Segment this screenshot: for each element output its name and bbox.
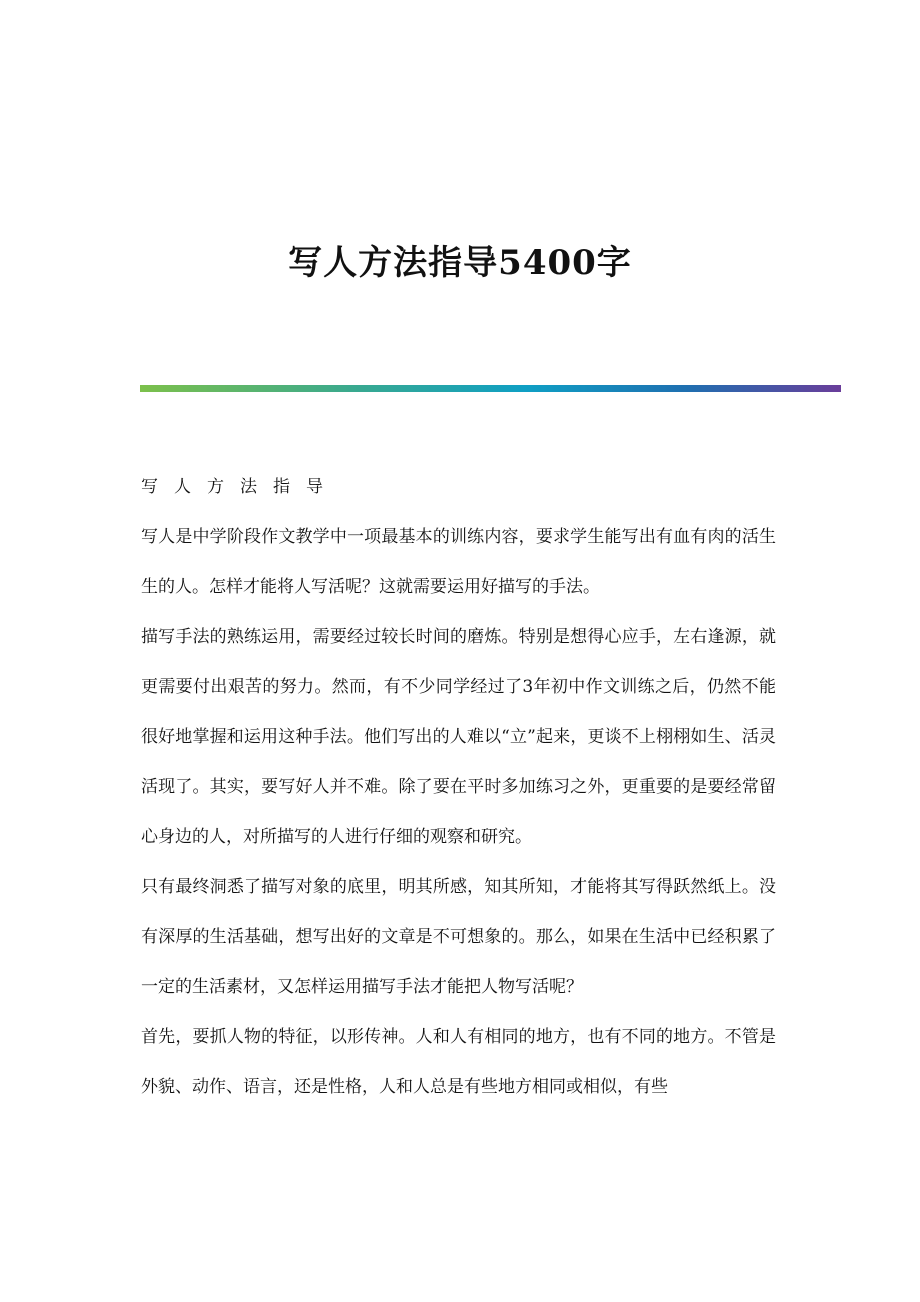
- title-divider: [140, 385, 841, 392]
- document-title: 写人方法指导5400字: [288, 242, 632, 283]
- section-heading: 写人方法指导: [141, 477, 339, 497]
- paragraph-2: 描写手法的熟练运用，需要经过较长时间的磨炼。特别是想得心应手，左右逢源，就更需要付出艰苦的努力。然而，有不少同学经过了3年初中作文训练之后，仍然不能很好地掌握和运用这种手法。他们写出的人难以“立”起来，更谈不上栩栩如生、活灵活现了。其实，要写好人并不难。除了要在平时多加练习之外，更重要的是要经常留心身边的人，对所描写的人进行仔细的观察和研究。: [141, 627, 776, 847]
- paragraph-3: 只有最终洞悉了描写对象的底里，明其所感，知其所知，才能将其写得跃然纸上。没有深厚的生活基础，想写出好的文章是不可想象的。那么，如果在生活中已经积累了一定的生活素材，又怎样运用描写手法才能把人物写活呢？: [141, 877, 776, 997]
- paragraph-4: 首先，要抓人物的特征，以形传神。人和人有相同的地方，也有不同的地方。不管是外貌、动作、语言，还是性格，人和人总是有些地方相同或相似，有些: [141, 1027, 776, 1097]
- document-body: [141, 462, 776, 1112]
- paragraph-1: 写人是中学阶段作文教学中一项最基本的训练内容，要求学生能写出有血有肉的活生生的人。怎样才能将人写活呢？这就需要运用好描写的手法。: [141, 527, 776, 597]
